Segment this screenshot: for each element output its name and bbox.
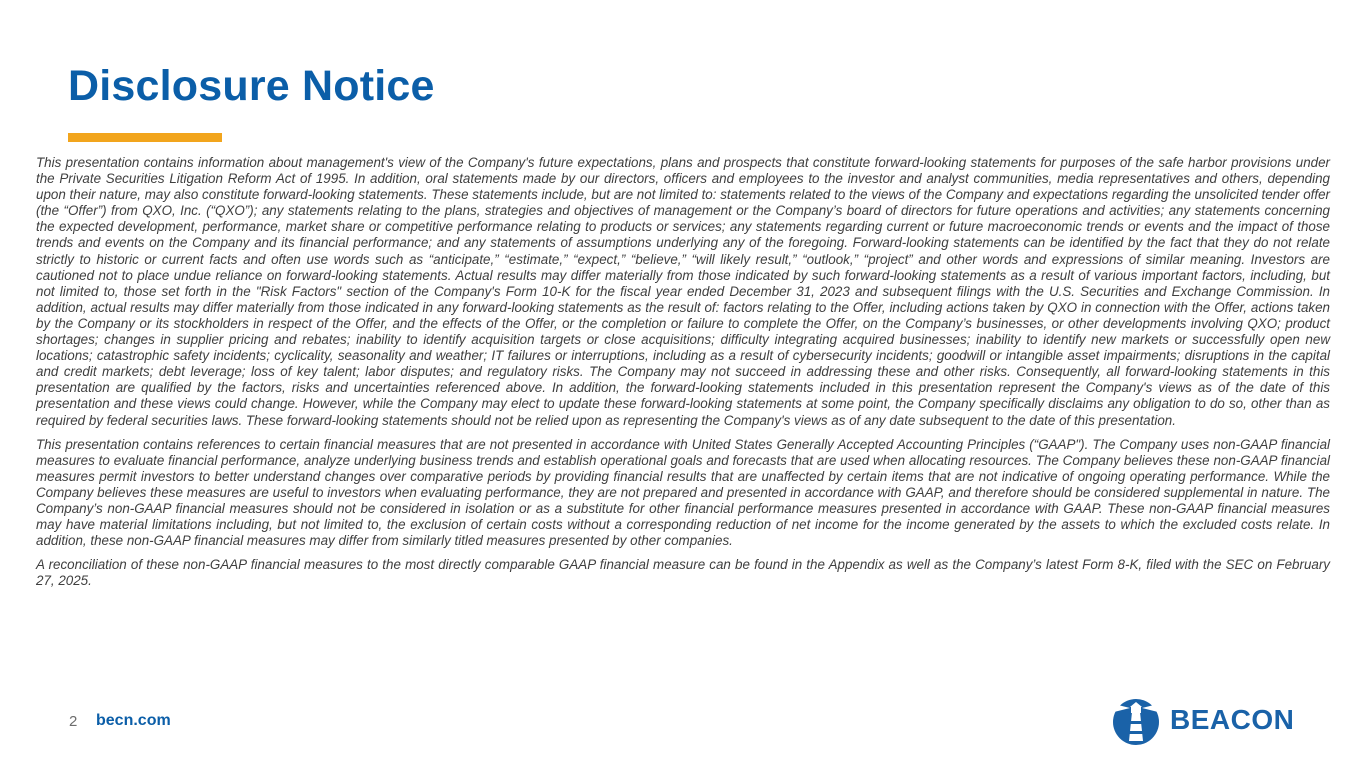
reconciliation-paragraph: A reconciliation of these non-GAAP financial measures to the most directly comparable GAAP financial measure can be found in the Appendix as well as the Company’s latest Form 8-K, filed with the SEC on February 27, 2025.	[36, 557, 1330, 589]
page-title: Disclosure Notice	[68, 62, 435, 110]
page-number: 2	[69, 713, 78, 730]
beacon-logo-text: BEACON	[1170, 704, 1295, 735]
beacon-lighthouse-icon	[1112, 697, 1160, 747]
disclosure-body	[36, 155, 1330, 597]
title-accent-bar	[68, 133, 222, 142]
website-link[interactable]: becn.com	[96, 712, 171, 729]
beacon-logo	[1112, 697, 1302, 747]
forward-looking-paragraph: This presentation contains information about management's view of the Company's future expectations, plans and prospects that constitute forward-looking statements for purposes of the safe harbor provisions under the Private Securities Litigation Reform Act of 1995. In addition, oral statements made by our directors, officers and employees to the investor and analyst communities, media representatives and others, depending upon their nature, may also constitute forward-looking statements. These statements include, but are not limited to: statements related to the views of the Company and expectations regarding the unsolicited tender offer (the “Offer”) from QXO, Inc. (“QXO”); any statements relating to the plans, strategies and objectives of management or the Company’s board of directors for future operations and activities; any statements concerning the expected development, performance, market share or competitive performance relating to products or services; any statements regarding current or future macroeconomic trends or events and the impact of those trends and events on the Company and its financial performance; and any statements of assumptions underlying any of the foregoing. Forward-looking statements can be identified by the fact that they do not relate strictly to historic or current facts and often use words such as “anticipate,” “estimate,” “expect,” “believe,” “will likely result,” “outlook,” “project” and other words and expressions of similar meaning. Investors are cautioned not to place undue reliance on forward-looking statements. Actual results may differ materially from those indicated by such forward-looking statements as a result of various important factors, including, but not limited to, those set forth in the "Risk Factors" section of the Company's Form 10-K for the fiscal year ended December 31, 2023 and subsequent filings with the U.S. Securities and Exchange Commission. In addition, actual results may differ materially from those indicated in any forward-looking statements as the result of: factors relating to the Offer, including actions taken by QXO in connection with the Offer, actions taken by the Company or its stockholders in respect of the Offer, and the effects of the Offer, or the completion or failure to complete the Offer, on the Company’s businesses, or other developments involving QXO; product shortages; changes in supplier pricing and rebates; inability to identify acquisition targets or close acquisitions; difficulty integrating acquired businesses; inability to identify new markets or successfully open new locations; catastrophic safety incidents; cyclicality, seasonality and weather; IT failures or interruptions, including as a result of cybersecurity incidents; goodwill or intangible asset impairments; disruptions in the capital and credit markets; debt leverage; loss of key talent; labor disputes; and regulatory risks. The Company may not succeed in addressing these and other risks. Consequently, all forward-looking statements in this presentation are qualified by the factors, risks and uncertainties referenced above. In addition, the forward-looking statements included in this presentation represent the Company's views as of the date of this presentation and these views could change. However, while the Company may elect to update these forward-looking statements at some point, the Company specifically disclaims any obligation to do so, other than as required by federal securities laws. These forward-looking statements should not be relied upon as representing the Company's views as of any date subsequent to the date of this presentation.	[36, 155, 1330, 428]
non-gaap-paragraph: This presentation contains references to certain financial measures that are not presented in accordance with United States Generally Accepted Accounting Principles (“GAAP"). The Company uses non-GAAP financial measures to evaluate financial performance, analyze underlying business trends and establish operational goals and forecasts that are used when allocating resources. The Company believes these non-GAAP financial measures permit investors to better understand changes over comparative periods by providing financial results that are unaffected by certain items that are not indicative of ongoing operating performance. While the Company believes these measures are useful to investors when evaluating performance, they are not prepared and presented in accordance with GAAP, and therefore should be considered supplemental in nature. The Company’s non-GAAP financial measures should not be considered in isolation or as a substitute for other financial performance measures presented in accordance with GAAP. These non-GAAP financial measures may have material limitations including, but not limited to, the exclusion of certain costs without a corresponding reduction of net income for the income generated by the assets to which the excluded costs relate. In addition, these non-GAAP financial measures may differ from similarly titled measures presented by other companies.	[36, 436, 1330, 549]
